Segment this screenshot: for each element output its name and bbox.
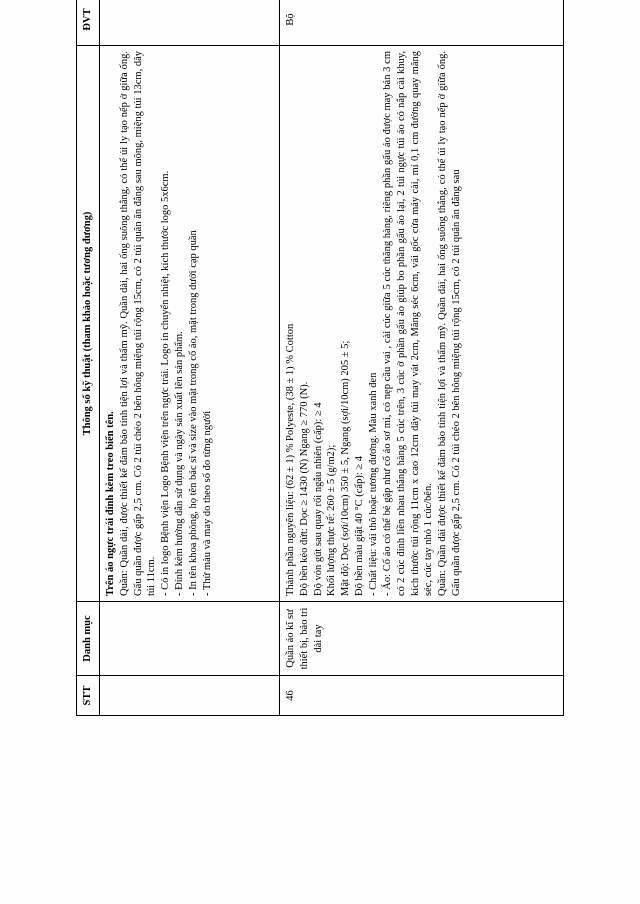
spec-line: Quần: Quần dài, được thiết kế đảm bảo tính tiện lợi và thẩm mỹ. Quần dài, hai ống suông thẳng, có thể ủi ly tạo nếp ở giữa ống. Gấu quần được gấp 2,5 cm. Có 2 túi chéo 2 bên hông miệng túi rộng 15cm, có 2 túi quân ăn đằng sau mông, miệng túi 13cm, dây túi 11cm. xyxy=(118,51,158,596)
table-row xyxy=(279,0,563,716)
table-header-row xyxy=(77,0,100,716)
cell-thong-so xyxy=(99,46,279,602)
cell-dvt: Bộ xyxy=(279,0,563,46)
spec-line: Thành phần nguyên liệu: (62 ± 1) % Polyeste, (38 ± 1) % Cotton xyxy=(284,323,296,596)
table-header xyxy=(77,0,100,716)
spec-line: - Áo: Cổ áo có thể bẻ gập như cổ áo sơ mi, có nẹp cầu vai , cài cúc giữa 5 cúc thăng hàng, riêng phần gấu áo được may bản 3 cm có 2 cúc đính liền nhau thẳng hàng 5 cúc trên, 3 cúc ở phần gấu áo giúp bo phần gấu áo lại, 2 túi ngực túi áo có nắp cài khuy, kích thước túi rộng 11cm x cao 12cm dây túi may vát 2cm, Măng séc 6cm, vải gốc cửa máy cài, mí 0,1 cm đường quay măng séc, cúc tay nhỏ 1 cúc/bên. xyxy=(381,51,435,596)
spec-line: Độ bền màu giặt 40 °C (cấp): ≥ 4 xyxy=(354,455,366,596)
spec-line: Khối lượng thực tế: 260 ± 5 (g/m2); xyxy=(326,444,338,596)
spec-line: Mật độ: Dọc (sợi/10cm) 350 ± 5, Ngang (sợi/10cm) 205 ± 5; xyxy=(340,340,352,596)
cell-thong-so xyxy=(279,46,563,602)
spec-line: Trên áo ngực trái đính kèm treo biển tên. xyxy=(104,411,116,596)
spec-line: - Có in logo Bệnh viện Logo Bệnh viện trên ngực trái. Logo in chuyển nhiệt, kích thước logo 5x6cm. xyxy=(160,170,172,596)
cell-stt: 46 xyxy=(279,676,563,716)
specification-table xyxy=(76,0,564,716)
spec-line: - Đính kèm hướng dẫn sử dụng và ngày sản xuất lên sản phẩm. xyxy=(174,331,186,596)
spec-line: Quần: Quần dài được thiết kế đảm bảo tính tiện lợi và thẩm mỹ. Quần dài, hai ống suông thẳng, có thể ủi ly tạo nếp ở giữa ống. Gấu quần được gấp 2,5 cm. Có 2 túi chéo 2 bên hông miệng túi rộng 15cm, có 2 túi quân ăn đằng sau xyxy=(437,51,463,596)
spec-line: - Chất liệu: vải thô hoặc tương đương. Màu xanh đen xyxy=(368,372,380,596)
spec-line: Độ vón gút sau quay rối ngẫu nhiên (cấp): ≥ 4 xyxy=(312,402,324,596)
column-header-thong-so: Thông số kỹ thuật (tham khảo hoặc tương đương) xyxy=(77,46,100,602)
spec-line: - In tên khoa phòng, họ tên bác sĩ và size vào mặt trong cổ áo, mặt trong dưới cạp quần xyxy=(188,230,200,596)
column-header-stt: STT xyxy=(77,676,100,716)
cell-danh-muc: Quần áo kĩ sư thiết bị, bảo trì dài tay xyxy=(279,602,563,676)
cell-danh-muc xyxy=(99,602,279,676)
table-body xyxy=(99,0,563,716)
specification-table-container xyxy=(76,0,564,716)
spec-line: - Thử màu và may do theo số đo từng người xyxy=(201,410,213,596)
cell-dvt xyxy=(99,0,279,46)
spec-line: Độ bền kéo đứt: Dọc ≥ 1430 (N) Ngang ≥ 770 (N). xyxy=(298,381,310,596)
column-header-danh-muc: Danh mục xyxy=(77,602,100,676)
table-row xyxy=(99,0,279,716)
cell-stt xyxy=(99,676,279,716)
column-header-dvt: ĐVT xyxy=(77,0,100,46)
